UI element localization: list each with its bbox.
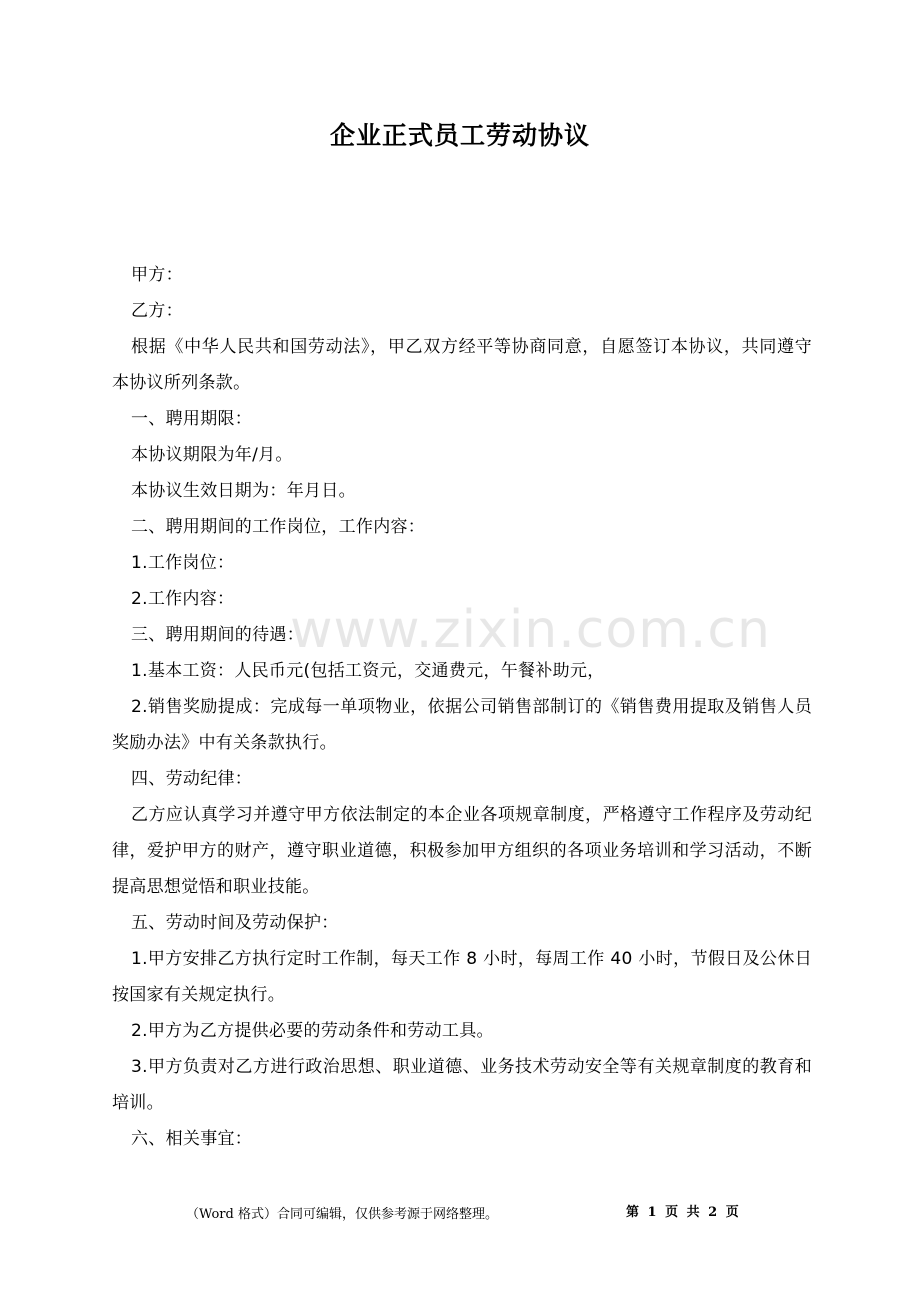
- paragraph-party-a: 甲方：: [131, 265, 183, 285]
- paragraph-training: 3.甲方负责对乙方进行政治思想、职业道德、业务技术劳动安全等有关规章制度的教育和培训。: [112, 1057, 812, 1113]
- paragraph-position: 1.工作岗位：: [131, 553, 235, 573]
- section-heading-discipline: 四、劳动纪律：: [131, 769, 253, 789]
- paragraph-base-salary: 1.基本工资：人民币元(包括工资元，交通费元，午餐补助元，: [131, 661, 605, 681]
- paragraph-work-conditions: 2.甲方为乙方提供必要的劳动条件和劳动工具。: [131, 1021, 494, 1041]
- paragraph-discipline: 乙方应认真学习并遵守甲方依法制定的本企业各项规章制度，严格遵守工作程序及劳动纪律，爱护甲方的财产，遵守职业道德，积极参加甲方组织的各项业务培训和学习活动，不断提高思想觉悟和职业技能。: [112, 805, 812, 897]
- page-number: 第 1 页 共 2 页: [626, 1205, 741, 1220]
- watermark: www.zixin.com.cn: [290, 600, 771, 660]
- paragraph-preamble: 根据《中华人民共和国劳动法》，甲乙双方经平等协商同意，自愿签订本协议，共同遵守本协议所列条款。: [112, 337, 812, 393]
- section-heading-working-hours: 五、劳动时间及劳动保护：: [131, 913, 339, 933]
- paragraph-effective-date: 本协议生效日期为：年月日。: [131, 481, 356, 501]
- document-body: [112, 257, 812, 1157]
- section-heading-position: 二、聘用期间的工作岗位，工作内容：: [131, 517, 426, 537]
- section-heading-related-matters: 六、相关事宜：: [131, 1129, 253, 1149]
- paragraph-term-length: 本协议期限为年/月。: [131, 445, 293, 465]
- footer-note: （Word 格式）合同可编辑，仅供参考源于网络整理。: [186, 1207, 498, 1222]
- document-title: 企业正式员工劳动协议: [329, 121, 590, 150]
- paragraph-working-hours: 1.甲方安排乙方执行定时工作制，每天工作 8 小时，每周工作 40 小时，节假日及公休日按国家有关规定执行。: [112, 949, 812, 1005]
- paragraph-party-b: 乙方：: [131, 301, 183, 321]
- section-heading-term: 一、聘用期限：: [131, 409, 253, 429]
- paragraph-sales-commission: 2.销售奖励提成：完成每一单项物业，依据公司销售部制订的《销售费用提取及销售人员奖励办法》中有关条款执行。: [112, 697, 812, 753]
- section-heading-compensation: 三、聘用期间的待遇：: [131, 625, 304, 645]
- paragraph-job-content: 2.工作内容：: [131, 589, 235, 609]
